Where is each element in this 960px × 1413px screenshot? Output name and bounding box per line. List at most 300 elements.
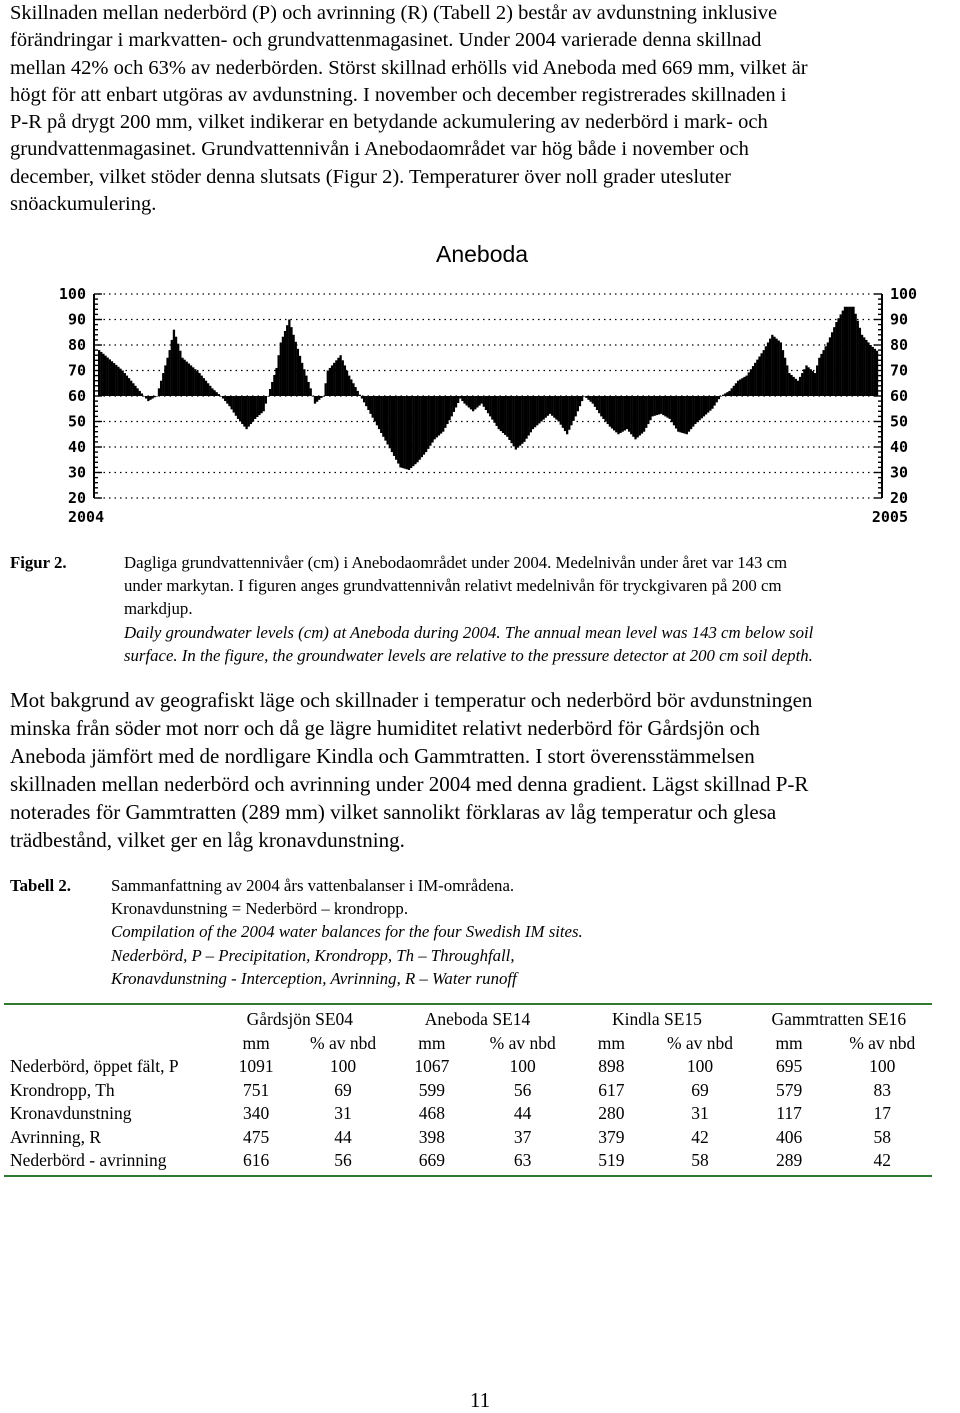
text-line: skillnaden mellan nederbörd och avrinning under 2004 med denna gradient. Lägst skillnad P-R bbox=[10, 772, 809, 796]
data-bar bbox=[807, 367, 809, 396]
data-bar bbox=[359, 395, 361, 396]
y-tick-label-left: 20 bbox=[67, 489, 86, 507]
data-bar bbox=[446, 396, 448, 424]
data-bar bbox=[818, 358, 820, 396]
table-cell: 100 bbox=[869, 1056, 896, 1077]
data-bar bbox=[258, 396, 260, 415]
y-tick-label-right: 20 bbox=[890, 489, 909, 507]
data-bar bbox=[728, 391, 730, 396]
table-cell: 63 bbox=[477, 1149, 568, 1176]
site-header-row bbox=[4, 1004, 932, 1032]
table-cell: 617 bbox=[598, 1079, 625, 1100]
table-cell: 475 bbox=[243, 1126, 270, 1147]
data-bar bbox=[250, 396, 252, 424]
data-bar bbox=[810, 369, 812, 396]
data-bar bbox=[239, 396, 241, 422]
data-bar bbox=[731, 388, 733, 396]
data-bar bbox=[515, 396, 517, 450]
y-tick-label-left: 60 bbox=[67, 387, 86, 405]
data-bar bbox=[572, 396, 574, 421]
table-cell: 1091 bbox=[238, 1056, 274, 1077]
data-bar bbox=[245, 396, 247, 429]
data-bar bbox=[651, 396, 653, 416]
unit-header: mm bbox=[775, 1032, 803, 1053]
data-bar bbox=[237, 396, 239, 419]
data-bar bbox=[233, 396, 235, 413]
data-bar bbox=[820, 354, 822, 396]
data-bar bbox=[752, 366, 754, 396]
data-bar bbox=[438, 396, 440, 436]
figure-label: Figur 2. bbox=[10, 553, 67, 572]
data-bar bbox=[688, 396, 690, 432]
data-bar bbox=[624, 396, 626, 430]
data-bar bbox=[716, 396, 718, 402]
table-cell: 56 bbox=[513, 1079, 532, 1100]
text-line: förändringar i markvatten- och grundvattenmagasinet. Under 2004 varierade denna skillnad bbox=[10, 29, 762, 52]
data-bar bbox=[521, 396, 523, 444]
data-bar bbox=[434, 396, 436, 439]
text-line: noterades för Gammtratten (289 mm) vilket sannolikt förklaras av låg temperatur och glesa bbox=[10, 800, 777, 824]
data-bar bbox=[100, 352, 102, 396]
y-tick-label-left: 80 bbox=[67, 336, 86, 354]
data-bar bbox=[857, 321, 859, 396]
data-bar bbox=[314, 396, 316, 404]
data-bar bbox=[842, 311, 844, 396]
data-bar bbox=[690, 396, 692, 429]
data-bar bbox=[525, 396, 527, 439]
data-bar bbox=[468, 396, 470, 407]
data-bar bbox=[513, 396, 515, 446]
data-bar bbox=[517, 396, 519, 448]
data-bar bbox=[295, 342, 297, 396]
row-label: Nederbörd, öppet fält, P bbox=[10, 1056, 179, 1077]
data-bar bbox=[784, 358, 786, 396]
data-bar bbox=[130, 381, 132, 396]
data-bar bbox=[773, 337, 775, 396]
data-bar bbox=[354, 387, 356, 396]
data-bar bbox=[703, 396, 705, 416]
data-bar bbox=[722, 395, 724, 396]
data-bar bbox=[790, 375, 792, 396]
data-bar bbox=[164, 365, 166, 396]
data-bar bbox=[528, 396, 530, 436]
data-bar bbox=[192, 367, 194, 396]
data-bar bbox=[109, 359, 111, 396]
y-tick-label-right: 90 bbox=[890, 310, 909, 329]
table-cell: 616 bbox=[213, 1149, 299, 1176]
data-bar bbox=[619, 396, 621, 433]
data-bar bbox=[218, 394, 220, 396]
data-bar bbox=[677, 396, 679, 432]
y-tick-label-left: 70 bbox=[67, 361, 86, 380]
data-bar bbox=[485, 396, 487, 410]
data-bar bbox=[848, 307, 850, 396]
data-bar bbox=[357, 391, 359, 396]
data-bar bbox=[799, 377, 801, 396]
data-bar bbox=[269, 389, 271, 396]
data-bar bbox=[840, 314, 842, 396]
data-bar bbox=[312, 396, 314, 397]
data-bar bbox=[331, 365, 333, 396]
site-header: Gammtratten SE16 bbox=[746, 1004, 932, 1032]
caption-line-english: Nederbörd, P – Precipitation, Krondropp, Th – Throughfall, bbox=[111, 945, 515, 965]
y-tick-label-right: 70 bbox=[890, 361, 909, 380]
data-bar bbox=[292, 335, 294, 396]
data-bar bbox=[566, 396, 568, 434]
data-bar bbox=[406, 396, 408, 469]
table-cell: 100 bbox=[686, 1056, 714, 1077]
y-tick-label-left: 100 bbox=[58, 285, 86, 303]
data-bar bbox=[874, 349, 876, 396]
unit-header: % av nbd bbox=[310, 1032, 377, 1053]
data-bar bbox=[741, 378, 743, 396]
data-bar bbox=[694, 396, 696, 424]
data-bar bbox=[421, 396, 423, 457]
table-cell: 44 bbox=[513, 1103, 532, 1124]
table-cell: 751 bbox=[243, 1079, 270, 1100]
caption-line: under markytan. I figuren anges grundvattennivån relativt medelnivån för tryckgivaren på 200 cm bbox=[124, 576, 782, 596]
row-label: Nederbörd - avrinning bbox=[4, 1149, 213, 1176]
data-bar bbox=[713, 396, 715, 406]
data-bar bbox=[275, 368, 277, 396]
data-bar bbox=[333, 363, 335, 396]
table-cell: 37 bbox=[513, 1126, 532, 1147]
data-bar bbox=[831, 332, 833, 396]
data-bar bbox=[718, 396, 720, 399]
data-bar bbox=[557, 396, 559, 422]
data-bar bbox=[183, 360, 185, 396]
y-tick-label-right: 100 bbox=[890, 285, 918, 303]
text-line: Mot bakgrund av geografiskt läge och skillnader i temperatur och nederbörd bör avdunstningen bbox=[10, 688, 813, 712]
x-start-label: 2004 bbox=[68, 508, 105, 526]
data-bar bbox=[374, 396, 376, 422]
data-bar bbox=[282, 337, 284, 396]
data-bar bbox=[162, 373, 164, 396]
text-line: snöackumulering. bbox=[10, 193, 157, 216]
data-bar bbox=[542, 396, 544, 420]
table-row bbox=[4, 1102, 932, 1126]
data-bar bbox=[673, 396, 675, 425]
data-bar bbox=[147, 396, 149, 401]
data-bar bbox=[746, 376, 748, 396]
unit-header: % av nbd bbox=[666, 1032, 734, 1053]
data-bar bbox=[656, 396, 658, 415]
data-bar bbox=[149, 396, 151, 400]
data-bar bbox=[453, 396, 455, 412]
data-bar bbox=[510, 396, 512, 443]
text-line: Aneboda jämfört med de nordligare Kindla och Gammtratten. I stort överensstämmelsen bbox=[10, 744, 755, 768]
data-bar bbox=[596, 396, 598, 410]
data-bar bbox=[350, 379, 352, 396]
caption-line-english: Daily groundwater levels (cm) at Aneboda during 2004. The annual mean level was 143 cm below soil bbox=[124, 622, 814, 642]
caption-line: Sammanfattning av 2004 års vattenbalanser i IM-områdena. bbox=[111, 876, 515, 895]
table-row bbox=[4, 1149, 932, 1176]
data-bar bbox=[696, 396, 698, 422]
data-bar bbox=[643, 396, 645, 432]
data-bar bbox=[775, 339, 777, 396]
data-bar bbox=[329, 368, 331, 396]
data-bar bbox=[570, 396, 572, 425]
data-bar bbox=[119, 369, 121, 396]
data-bar bbox=[230, 396, 232, 409]
data-bar bbox=[260, 396, 262, 413]
unit-header: mm bbox=[242, 1032, 270, 1053]
row-label: Kronavdunstning bbox=[10, 1103, 132, 1124]
data-bar bbox=[536, 396, 538, 425]
data-bar bbox=[504, 396, 506, 435]
data-bar bbox=[786, 365, 788, 396]
data-bar bbox=[705, 396, 707, 414]
data-bar bbox=[835, 322, 837, 396]
data-bar bbox=[410, 396, 412, 468]
data-bar bbox=[637, 396, 639, 437]
data-bar bbox=[822, 350, 824, 396]
data-bar bbox=[491, 396, 493, 420]
data-bar bbox=[399, 396, 401, 467]
data-bar bbox=[852, 307, 854, 396]
table-row bbox=[4, 1055, 932, 1079]
data-bar bbox=[577, 396, 579, 411]
data-bar bbox=[833, 327, 835, 396]
table-cell: 100 bbox=[509, 1056, 536, 1077]
data-bar bbox=[455, 396, 457, 407]
data-bar bbox=[489, 396, 491, 416]
table-caption bbox=[111, 874, 911, 990]
data-bar bbox=[758, 356, 760, 396]
data-bar bbox=[876, 351, 878, 396]
data-bar bbox=[412, 396, 414, 466]
data-bar bbox=[280, 342, 282, 396]
data-bar bbox=[483, 396, 485, 407]
caption-line: Kronavdunstning = Nederbörd – krondropp. bbox=[111, 899, 409, 919]
data-bar bbox=[316, 396, 318, 402]
data-bar bbox=[98, 350, 100, 396]
data-bar bbox=[801, 373, 803, 396]
data-bar bbox=[754, 363, 756, 396]
text-line: trädbestånd, vilket ger en låg kronavdunstning. bbox=[10, 828, 405, 852]
data-bar bbox=[271, 382, 273, 396]
data-bar bbox=[395, 396, 397, 460]
data-bar bbox=[335, 360, 337, 396]
data-bar bbox=[288, 320, 290, 397]
data-bar bbox=[211, 388, 213, 396]
data-bar bbox=[436, 396, 438, 437]
data-bar bbox=[320, 396, 322, 398]
data-bar bbox=[154, 396, 156, 397]
data-bar bbox=[128, 378, 130, 396]
data-bar bbox=[414, 396, 416, 464]
data-bar bbox=[380, 396, 382, 433]
y-tick-label-left: 90 bbox=[67, 310, 86, 329]
data-bar bbox=[654, 396, 656, 416]
data-bar bbox=[782, 350, 784, 396]
data-bar bbox=[837, 318, 839, 396]
text-line: mellan 42% och 63% av nederbörden. Störst skillnad erhölls vid Aneboda med 669 mm, vilket är bbox=[10, 56, 808, 79]
text-line: P-R på drygt 200 mm, vilket indikerar en betydande ackumulering av nederbörd i mark- och bbox=[10, 111, 768, 134]
data-bar bbox=[611, 396, 613, 429]
data-bar bbox=[634, 396, 636, 439]
data-bar bbox=[592, 396, 594, 404]
table-cell: 468 bbox=[418, 1103, 446, 1124]
data-bar bbox=[679, 396, 681, 432]
data-bar bbox=[750, 369, 752, 396]
data-bar bbox=[863, 337, 865, 396]
data-bar bbox=[339, 355, 341, 396]
data-bar bbox=[220, 396, 222, 397]
data-bar bbox=[498, 396, 500, 429]
y-tick-label-right: 80 bbox=[890, 336, 909, 354]
data-bar bbox=[372, 396, 374, 418]
water-balance-table bbox=[4, 1003, 932, 1177]
data-bar bbox=[649, 396, 651, 420]
data-bar bbox=[709, 396, 711, 411]
data-bar bbox=[506, 396, 508, 437]
data-bar bbox=[846, 307, 848, 396]
data-bar bbox=[698, 396, 700, 420]
data-bar bbox=[102, 354, 104, 396]
data-bar bbox=[201, 376, 203, 396]
data-bar bbox=[190, 365, 192, 396]
data-bar bbox=[630, 396, 632, 434]
data-bar bbox=[207, 383, 209, 396]
data-bar bbox=[647, 396, 649, 424]
y-tick-label-right: 30 bbox=[890, 463, 909, 482]
data-bar bbox=[177, 344, 179, 396]
data-bar bbox=[581, 396, 583, 401]
table-cell: 669 bbox=[387, 1149, 477, 1176]
caption-line-english: Kronavdunstning - Interception, Avrinning, R – Water runoff bbox=[111, 968, 517, 988]
unit-header: mm bbox=[418, 1032, 446, 1053]
data-bar bbox=[115, 365, 117, 396]
data-bar bbox=[442, 396, 444, 432]
data-bar bbox=[568, 396, 570, 430]
data-bar bbox=[628, 396, 630, 432]
data-bar bbox=[658, 396, 660, 414]
data-bar bbox=[263, 396, 265, 411]
data-bar bbox=[707, 396, 709, 413]
data-bar bbox=[508, 396, 510, 440]
data-bar bbox=[386, 396, 388, 444]
data-bar bbox=[431, 396, 433, 443]
data-bar bbox=[645, 396, 647, 428]
y-tick-label-left: 30 bbox=[67, 463, 86, 482]
data-bar bbox=[171, 340, 173, 396]
data-bar bbox=[254, 396, 256, 419]
data-bar bbox=[622, 396, 624, 432]
data-bar bbox=[613, 396, 615, 430]
data-bar bbox=[523, 396, 525, 442]
y-tick-label-right: 40 bbox=[890, 438, 909, 456]
table-cell: 117 bbox=[776, 1103, 802, 1124]
data-bar bbox=[850, 307, 852, 396]
data-bar bbox=[660, 396, 662, 414]
data-bar bbox=[429, 396, 431, 446]
data-bar bbox=[188, 363, 190, 396]
data-bar bbox=[224, 396, 226, 401]
data-bar bbox=[538, 396, 540, 423]
data-bar bbox=[724, 393, 726, 396]
data-bar bbox=[235, 396, 237, 416]
data-bar bbox=[735, 383, 737, 396]
data-bar bbox=[793, 377, 795, 396]
data-bar bbox=[384, 396, 386, 441]
data-bar bbox=[145, 396, 147, 399]
data-bar bbox=[286, 325, 288, 396]
data-bar bbox=[222, 396, 224, 399]
data-bar bbox=[639, 396, 641, 436]
data-bar bbox=[500, 396, 502, 431]
caption-line-english: Compilation of the 2004 water balances for the four Swedish IM sites. bbox=[111, 922, 583, 942]
data-bar bbox=[564, 396, 566, 431]
table-cell: 56 bbox=[299, 1149, 386, 1176]
data-bar bbox=[265, 396, 267, 404]
data-bar bbox=[117, 367, 119, 396]
data-bar bbox=[124, 373, 126, 396]
data-bar bbox=[440, 396, 442, 434]
unit-header: % av nbd bbox=[849, 1032, 916, 1053]
data-bar bbox=[641, 396, 643, 434]
data-bar bbox=[194, 369, 196, 396]
data-bar bbox=[196, 371, 198, 396]
data-bar bbox=[203, 378, 205, 396]
data-bar bbox=[166, 358, 168, 396]
data-bar bbox=[132, 383, 134, 396]
data-bar bbox=[771, 335, 773, 396]
data-bar bbox=[303, 369, 305, 396]
data-bar bbox=[139, 391, 141, 396]
data-bar bbox=[241, 396, 243, 424]
site-header: Aneboda SE14 bbox=[387, 1004, 569, 1032]
x-end-label: 2005 bbox=[871, 508, 908, 526]
data-bar bbox=[243, 396, 245, 427]
data-bar bbox=[726, 392, 728, 396]
data-bar bbox=[532, 396, 534, 429]
table-cell: 289 bbox=[746, 1149, 833, 1176]
data-bar bbox=[585, 396, 587, 398]
caption-line: markdjup. bbox=[124, 599, 193, 619]
data-bar bbox=[534, 396, 536, 427]
table-label: Tabell 2. bbox=[10, 876, 71, 895]
data-bar bbox=[481, 396, 483, 404]
table-row bbox=[4, 1079, 932, 1103]
table-cell: 1067 bbox=[414, 1056, 450, 1077]
data-bar bbox=[671, 396, 673, 422]
page-number: 11 bbox=[469, 1388, 491, 1412]
data-bar bbox=[378, 396, 380, 429]
data-bar bbox=[551, 396, 553, 416]
data-bar bbox=[179, 351, 181, 396]
data-bar bbox=[487, 396, 489, 413]
data-bar bbox=[301, 363, 303, 396]
table-cell: 58 bbox=[654, 1149, 745, 1176]
data-bar bbox=[419, 396, 421, 460]
data-bar bbox=[391, 396, 393, 452]
data-bar bbox=[389, 396, 391, 448]
table-cell: 579 bbox=[775, 1079, 803, 1100]
data-bar bbox=[151, 396, 153, 399]
text-line: högt för att enbart utgöras av avdunstning. I november och december registrerades skillnaden i bbox=[10, 83, 787, 106]
table-cell: 44 bbox=[334, 1126, 352, 1147]
data-bar bbox=[457, 396, 459, 403]
data-bar bbox=[478, 396, 480, 406]
data-bar bbox=[143, 396, 145, 397]
empty-header-cell bbox=[4, 1032, 213, 1056]
data-bar bbox=[675, 396, 677, 429]
unit-header-row bbox=[4, 1032, 932, 1056]
data-bar bbox=[134, 386, 136, 396]
data-bar bbox=[175, 337, 177, 396]
data-bar bbox=[684, 396, 686, 434]
